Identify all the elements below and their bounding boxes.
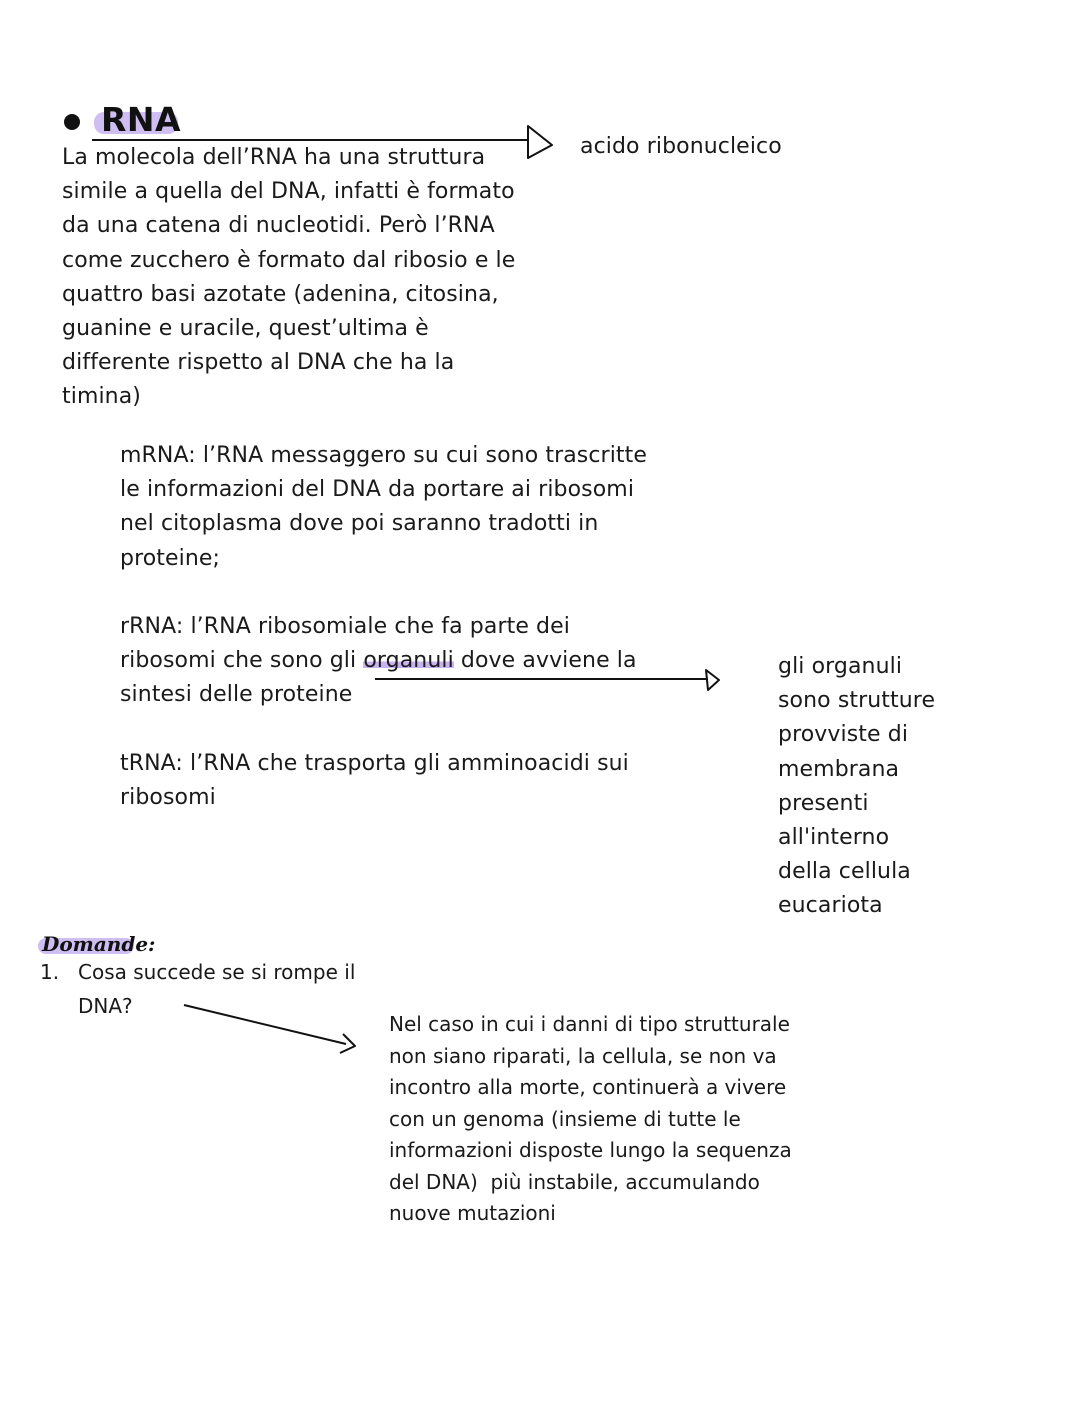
answer-line: Nel caso in cui i danni di tipo strutturale [389, 1012, 790, 1036]
note-line: della cellula [778, 859, 911, 885]
note-line: eucariota [778, 893, 883, 919]
rna-definition: acido ribonucleico [580, 134, 782, 159]
rrna-line [120, 644, 680, 678]
section-title: RNA [101, 100, 182, 139]
rrna-paragraph [120, 610, 680, 713]
intro-line: quattro basi azotate (adenina, citosina, [62, 281, 499, 307]
note-line: all'interno [778, 825, 890, 851]
organuli-arrow-head [706, 670, 719, 690]
rrna-line: rRNA: l’RNA ribosomiale che fa parte dei [120, 614, 570, 639]
question-number: 1. [40, 960, 60, 984]
question-line: Cosa succede se si rompe il [78, 960, 356, 984]
trna-line: tRNA: l’RNA che trasporta gli amminoacidi sui [120, 751, 629, 776]
intro-line: La molecola dell’RNA ha una struttura [62, 145, 486, 170]
answer-line: informazioni disposte lungo la sequenza [389, 1138, 792, 1162]
answer-line: non siano riparati, la cellula, se non va [389, 1043, 777, 1068]
question-1 [78, 955, 398, 1023]
intro-line: timina) [62, 384, 141, 410]
rrna-line2-pre: ribosomi che sono gli [120, 648, 364, 674]
mrna-paragraph [120, 439, 680, 576]
answer-line: con un genoma (insieme di tutte le [389, 1106, 741, 1131]
question-line: DNA? [78, 994, 133, 1018]
answer-paragraph [389, 1009, 849, 1230]
organuli-highlight: organuli [363, 648, 454, 674]
intro-line: differente rispetto al DNA che ha la [62, 350, 455, 376]
note-line: membrana [778, 756, 900, 782]
rrna-line: sintesi delle proteine [120, 682, 353, 708]
intro-line: simile a quella del DNA, infatti è formato [62, 179, 515, 205]
intro-line: come zucchero è formato dal ribosio e le [62, 247, 516, 273]
answer-line: incontro alla morte, continuerà a vivere [389, 1075, 787, 1099]
trna-line: ribosomi [120, 785, 216, 811]
intro-line: guanine e uracile, quest’ultima è [62, 316, 429, 342]
answer-line: nuove mutazioni [389, 1201, 556, 1225]
note-line: presenti [778, 790, 869, 816]
mrna-line: nel citoplasma dove poi saranno tradotti in [120, 511, 599, 537]
note-line: gli organuli [778, 654, 903, 679]
answer-line: del DNA) più instabile, accumulando [389, 1169, 760, 1194]
intro-line: da una catena di nucleotidi. Però l’RNA [62, 213, 495, 239]
mrna-line: le informazioni del DNA da portare ai ribosomi [120, 477, 635, 503]
trna-paragraph [120, 747, 680, 815]
domande-heading: Domande: [42, 932, 156, 956]
note-line: sono strutture [778, 688, 936, 714]
note-line: provviste di [778, 722, 909, 748]
rna-intro-paragraph [62, 141, 542, 415]
organuli-note [778, 650, 978, 924]
mrna-line: mRNA: l’RNA messaggero su cui sono trascritte [120, 443, 647, 468]
mrna-line: proteine; [120, 545, 221, 571]
rrna-line2-post: dove avviene la [453, 648, 637, 674]
